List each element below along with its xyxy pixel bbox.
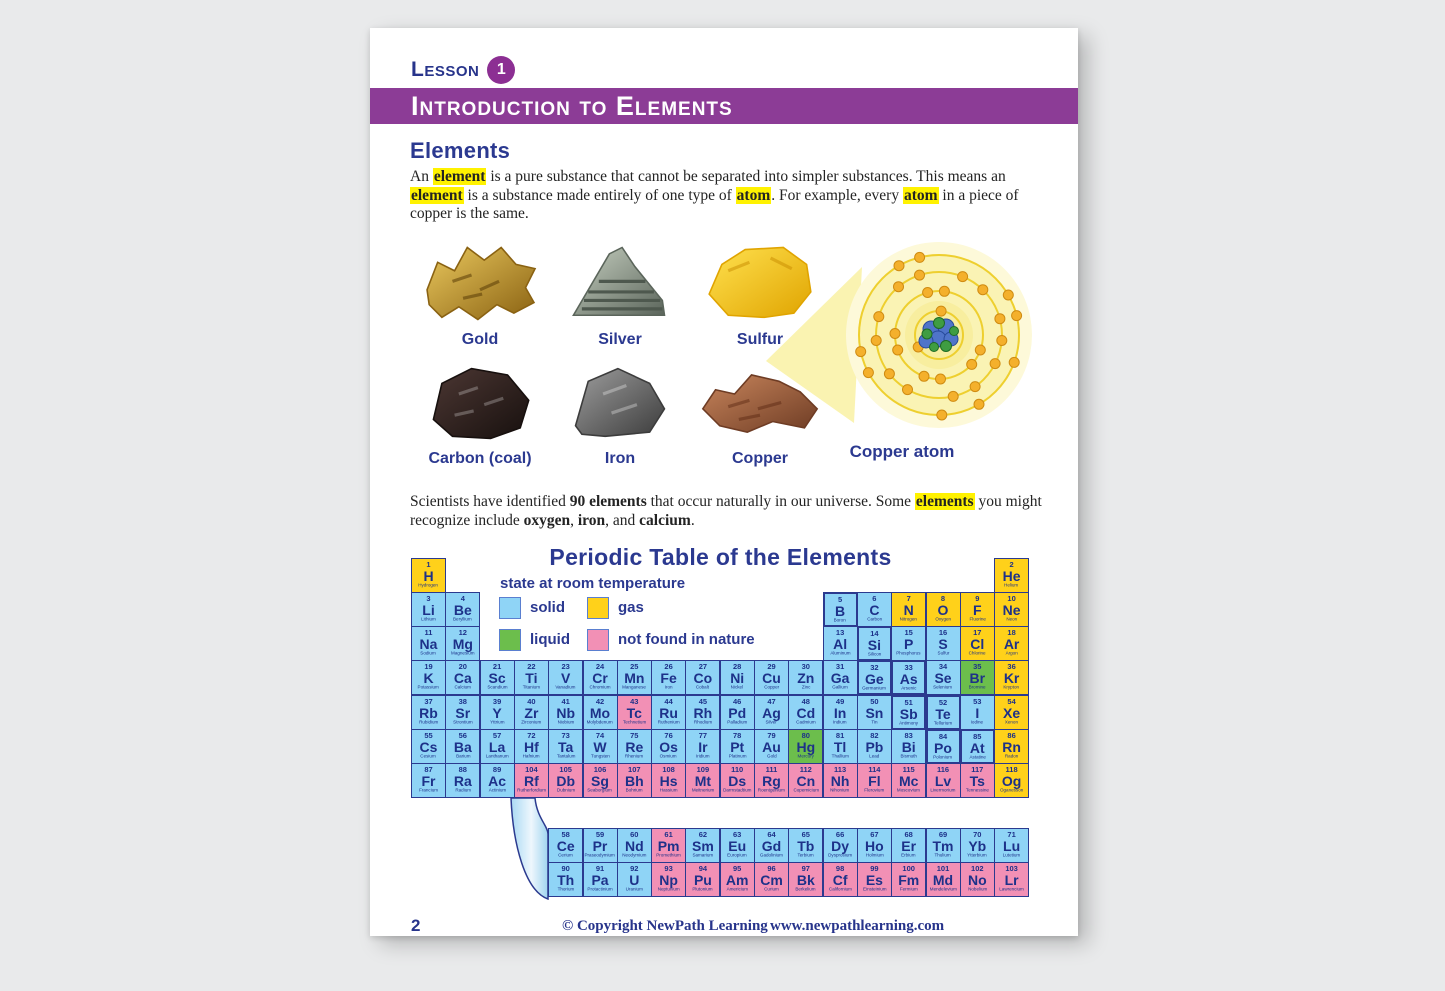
element-cell-ni: 28 Ni Nickel <box>720 660 755 695</box>
element-figures <box>410 239 1038 477</box>
element-cell-zr: 40 Zr Zirconium <box>514 695 549 730</box>
copyright-text: © Copyright NewPath Learning <box>562 917 768 934</box>
element-cell-ir: 77 Ir Iridium <box>685 729 720 764</box>
electron <box>975 345 985 355</box>
element-cell-cd: 48 Cd Cadmium <box>788 695 823 730</box>
element-cell-yb: 70 Yb Ytterbium <box>960 828 995 863</box>
electron <box>936 306 946 316</box>
element-cell-ts: 117 Ts Tennessine <box>960 763 995 798</box>
legend-label: gas <box>618 599 644 616</box>
element-cell-rg: 111 Rg Roentgenium <box>754 763 789 798</box>
title-banner <box>370 88 1078 124</box>
electron <box>903 385 913 395</box>
element-cell-lv: 116 Lv Livermorium <box>926 763 961 798</box>
element-cell-w: 74 W Tungsten <box>583 729 618 764</box>
element-cell-dy: 66 Dy Dysprosium <box>823 828 858 863</box>
element-cell-xe: 54 Xe Xenon <box>994 695 1029 730</box>
element-cell-br: 35 Br Bromine <box>960 660 995 695</box>
lesson-label: Lesson <box>411 58 480 81</box>
element-cell-bk: 97 Bk Berkelium <box>788 862 823 897</box>
element-cell-sg: 106 Sg Seaborgium <box>583 763 618 798</box>
element-cell-ra: 88 Ra Radium <box>445 763 480 798</box>
element-cell-u: 92 U Uranium <box>617 862 652 897</box>
electron <box>915 252 925 262</box>
element-cell-y: 39 Y Yttrium <box>480 695 515 730</box>
electron <box>919 371 929 381</box>
element-cell-pa: 91 Pa Protactinium <box>583 862 618 897</box>
sulfur-image <box>695 239 825 329</box>
element-cell-db: 105 Db Dubnium <box>548 763 583 798</box>
element-cell-ti: 22 Ti Titanium <box>514 660 549 695</box>
element-cell-tm: 69 Tm Thulium <box>926 828 961 863</box>
element-cell-cl: 17 Cl Chlorine <box>960 626 995 661</box>
coal-image <box>415 358 545 448</box>
element-cell-hg: 80 Hg Mercury <box>788 729 823 764</box>
electron <box>978 285 988 295</box>
coal-caption: Carbon (coal) <box>428 450 532 467</box>
element-cell-np: 93 Np Neptunium <box>651 862 686 897</box>
element-cell-in: 49 In Indium <box>823 695 858 730</box>
element-cell-ce: 58 Ce Cerium <box>548 828 583 863</box>
electron <box>894 261 904 271</box>
gold-figure <box>410 239 550 358</box>
element-cell-s: 16 S Sulfur <box>926 626 961 661</box>
electron <box>958 272 968 282</box>
copper-atom-caption: Copper atom <box>849 442 955 461</box>
electron <box>923 288 933 298</box>
element-cell-p: 15 P Phosphorus <box>891 626 926 661</box>
legend-item-liquid <box>499 629 570 651</box>
legend-label: liquid <box>530 631 570 648</box>
element-cell-sr: 38 Sr Strontium <box>445 695 480 730</box>
electron <box>890 329 900 339</box>
page-content <box>370 138 1078 940</box>
element-cell-co: 27 Co Cobalt <box>685 660 720 695</box>
element-cell-es: 99 Es Einsteinium <box>857 862 892 897</box>
element-cell-ds: 110 Ds Darmstadtium <box>720 763 755 798</box>
element-cell-tl: 81 Tl Thallium <box>823 729 858 764</box>
element-cell-th: 90 Th Thorium <box>548 862 583 897</box>
element-cell-er: 68 Er Erbium <box>891 828 926 863</box>
electron <box>990 359 1000 369</box>
page-title: Introduction to Elements <box>411 90 733 121</box>
element-cell-gd: 64 Gd Gadolinium <box>754 828 789 863</box>
legend-item-gas <box>587 597 644 619</box>
element-cell-nh: 113 Nh Nihonium <box>823 763 858 798</box>
electron <box>1003 290 1013 300</box>
gold-image <box>415 239 545 329</box>
element-cell-bh: 107 Bh Bohrium <box>617 763 652 798</box>
gold-caption: Gold <box>461 331 499 348</box>
element-cell-fr: 87 Fr Francium <box>411 763 446 798</box>
element-cell-cs: 55 Cs Cesium <box>411 729 446 764</box>
element-cell-tb: 65 Tb Terbium <box>788 828 823 863</box>
silver-caption: Silver <box>598 331 642 348</box>
element-cell-mn: 25 Mn Manganese <box>617 660 652 695</box>
legend-chip-g <box>587 597 609 619</box>
element-cell-kr: 36 Kr Krypton <box>994 660 1029 695</box>
website-link[interactable]: www.newpathlearning.com <box>770 917 945 934</box>
element-cell-pu: 94 Pu Plutonium <box>685 862 720 897</box>
element-cell-zn: 30 Zn Zinc <box>788 660 823 695</box>
legend-label: not found in nature <box>618 631 755 648</box>
element-cell-as: 33 As Arsenic <box>891 660 926 695</box>
element-cell-sm: 62 Sm Samarium <box>685 828 720 863</box>
element-cell-mg: 12 Mg Magnesium <box>445 626 480 661</box>
legend-chip-s <box>499 597 521 619</box>
electron <box>1012 311 1022 321</box>
electron <box>937 410 947 420</box>
element-cell-pt: 78 Pt Platinum <box>720 729 755 764</box>
legend-item-not-found-in-nature <box>587 629 755 651</box>
electron <box>939 286 949 296</box>
element-cell-al: 13 Al Aluminum <box>823 626 858 661</box>
element-cell-mo: 42 Mo Molybdenum <box>583 695 618 730</box>
element-cell-ho: 67 Ho Holmium <box>857 828 892 863</box>
periodic-table-section <box>411 543 1030 904</box>
element-cell-i: 53 I Iodine <box>960 695 995 730</box>
element-cell-ta: 73 Ta Tantalum <box>548 729 583 764</box>
element-cell-cf: 98 Cf Californium <box>823 862 858 897</box>
element-cell-at: 85 At Astatine <box>960 729 995 764</box>
element-cell-rf: 104 Rf Rutherfordium <box>514 763 549 798</box>
element-cell-k: 19 K Potassium <box>411 660 446 695</box>
element-cell-ca: 20 Ca Calcium <box>445 660 480 695</box>
electron <box>997 336 1007 346</box>
element-cell-hs: 108 Hs Hassium <box>651 763 686 798</box>
element-cell-sn: 50 Sn Tin <box>857 695 892 730</box>
electron <box>948 391 958 401</box>
element-cell-v: 23 V Vanadium <box>548 660 583 695</box>
element-cell-rh: 45 Rh Rhodium <box>685 695 720 730</box>
element-cell-ru: 44 Ru Ruthenium <box>651 695 686 730</box>
electron <box>856 347 866 357</box>
element-cell-pb: 82 Pb Lead <box>857 729 892 764</box>
element-cell-ga: 31 Ga Gallium <box>823 660 858 695</box>
element-cell-rn: 86 Rn Radon <box>994 729 1029 764</box>
legend-chip-n <box>587 629 609 651</box>
electron <box>995 314 1005 324</box>
electron <box>915 270 925 280</box>
element-cell-ac: 89 Ac Actinium <box>480 763 515 798</box>
element-cell-c: 6 C Carbon <box>857 592 892 627</box>
electron <box>894 282 904 292</box>
iron-caption: Iron <box>604 450 636 467</box>
element-cell-o: 8 O Oxygen <box>926 592 961 627</box>
electron <box>974 399 984 409</box>
copper-caption: Copper <box>732 450 788 467</box>
element-cell-re: 75 Re Rhenium <box>617 729 652 764</box>
element-cell-tc: 43 Tc Technetium <box>617 695 652 730</box>
element-cell-se: 34 Se Selenium <box>926 660 961 695</box>
element-cell-be: 4 Be Beryllium <box>445 592 480 627</box>
elements-count-paragraph: Scientists have identified 90 elements that occur naturally in our universe. Some elements you might recognize include oxygen, iron, and calcium. <box>410 493 1042 529</box>
element-cell-md: 101 Md Mendelevium <box>926 862 961 897</box>
legend-label: solid <box>530 599 566 616</box>
element-cell-nd: 60 Nd Neodymium <box>617 828 652 863</box>
silver-figure <box>550 239 690 358</box>
electron <box>884 369 894 379</box>
element-cell-na: 11 Na Sodium <box>411 626 446 661</box>
copper-figure <box>690 358 830 477</box>
element-cell-pm: 61 Pm Promethium <box>651 828 686 863</box>
element-cell-lr: 103 Lr Lawrencium <box>994 862 1029 897</box>
silver-image <box>555 239 685 329</box>
page-number: 2 <box>411 915 421 935</box>
iron-figure <box>550 358 690 477</box>
specimen-grid <box>410 239 830 477</box>
sulfur-caption: Sulfur <box>736 331 784 348</box>
electron <box>863 368 873 378</box>
element-cell-am: 95 Am Americium <box>720 862 755 897</box>
lesson-number-badge: 1 <box>487 56 515 84</box>
electron <box>936 374 946 384</box>
page-footer <box>410 916 1038 940</box>
element-cell-mc: 115 Mc Moscovium <box>891 763 926 798</box>
element-cell-mt: 109 Mt Meitnerium <box>685 763 720 798</box>
element-cell-he: 2 He Helium <box>994 558 1029 593</box>
element-cell-cm: 96 Cm Curium <box>754 862 789 897</box>
element-cell-og: 118 Og Oganesson <box>994 763 1029 798</box>
iron-image <box>555 358 685 448</box>
copper-image <box>695 358 825 448</box>
element-cell-lu: 71 Lu Lutetium <box>994 828 1029 863</box>
element-cell-cu: 29 Cu Copper <box>754 660 789 695</box>
element-cell-ne: 10 Ne Neon <box>994 592 1029 627</box>
coal-figure <box>410 358 550 477</box>
element-cell-ge: 32 Ge Germanium <box>857 660 892 695</box>
element-cell-la: 57 La Lanthanum <box>480 729 515 764</box>
element-cell-fm: 100 Fm Fermium <box>891 862 926 897</box>
element-cell-f: 9 F Fluorine <box>960 592 995 627</box>
element-cell-cn: 112 Cn Copernicium <box>788 763 823 798</box>
worksheet-page <box>370 28 1078 936</box>
element-cell-no: 102 No Nobelium <box>960 862 995 897</box>
electron <box>1009 357 1019 367</box>
section-heading: Elements <box>410 138 511 163</box>
element-cell-fl: 114 Fl Flerovium <box>857 763 892 798</box>
element-cell-te: 52 Te Tellurium <box>926 695 961 730</box>
element-cell-sc: 21 Sc Scandium <box>480 660 515 695</box>
element-cell-pd: 46 Pd Palladium <box>720 695 755 730</box>
element-cell-ar: 18 Ar Argon <box>994 626 1029 661</box>
element-cell-fe: 26 Fe Iron <box>651 660 686 695</box>
element-cell-nb: 41 Nb Niobium <box>548 695 583 730</box>
element-cell-b: 5 B Boron <box>823 592 858 627</box>
element-cell-au: 79 Au Gold <box>754 729 789 764</box>
element-cell-pr: 59 Pr Praseodymium <box>583 828 618 863</box>
element-cell-cr: 24 Cr Chromium <box>583 660 618 695</box>
electron <box>893 345 903 355</box>
element-cell-bi: 83 Bi Bismuth <box>891 729 926 764</box>
element-cell-ba: 56 Ba Barium <box>445 729 480 764</box>
lesson-row <box>370 28 1078 88</box>
element-cell-eu: 63 Eu Europium <box>720 828 755 863</box>
sulfur-figure <box>690 239 830 358</box>
element-cell-hf: 72 Hf Hafnium <box>514 729 549 764</box>
legend-title: state at room temperature <box>500 574 686 592</box>
legend-chip-l <box>499 629 521 651</box>
electron <box>871 336 881 346</box>
element-cell-sb: 51 Sb Antimony <box>891 695 926 730</box>
element-cell-rb: 37 Rb Rubidium <box>411 695 446 730</box>
legend-item-solid <box>499 597 565 619</box>
element-cell-li: 3 Li Lithium <box>411 592 446 627</box>
periodic-table-title: Periodic Table of the Elements <box>549 543 892 570</box>
electron <box>967 359 977 369</box>
intro-paragraph: An element is a pure substance that cannot be separated into simpler substances. This means an element is a substance made entirely of one type of atom. For example, every atom in a piece of copper is the same. <box>410 168 1019 222</box>
element-cell-po: 84 Po Polonium <box>926 729 961 764</box>
element-cell-ag: 47 Ag Silver <box>754 695 789 730</box>
element-cell-n: 7 N Nitrogen <box>891 592 926 627</box>
electron <box>970 382 980 392</box>
electron <box>874 312 884 322</box>
element-cell-si: 14 Si Silicon <box>857 626 892 661</box>
element-cell-h: 1 H Hydrogen <box>411 558 446 593</box>
element-cell-os: 76 Os Osmium <box>651 729 686 764</box>
